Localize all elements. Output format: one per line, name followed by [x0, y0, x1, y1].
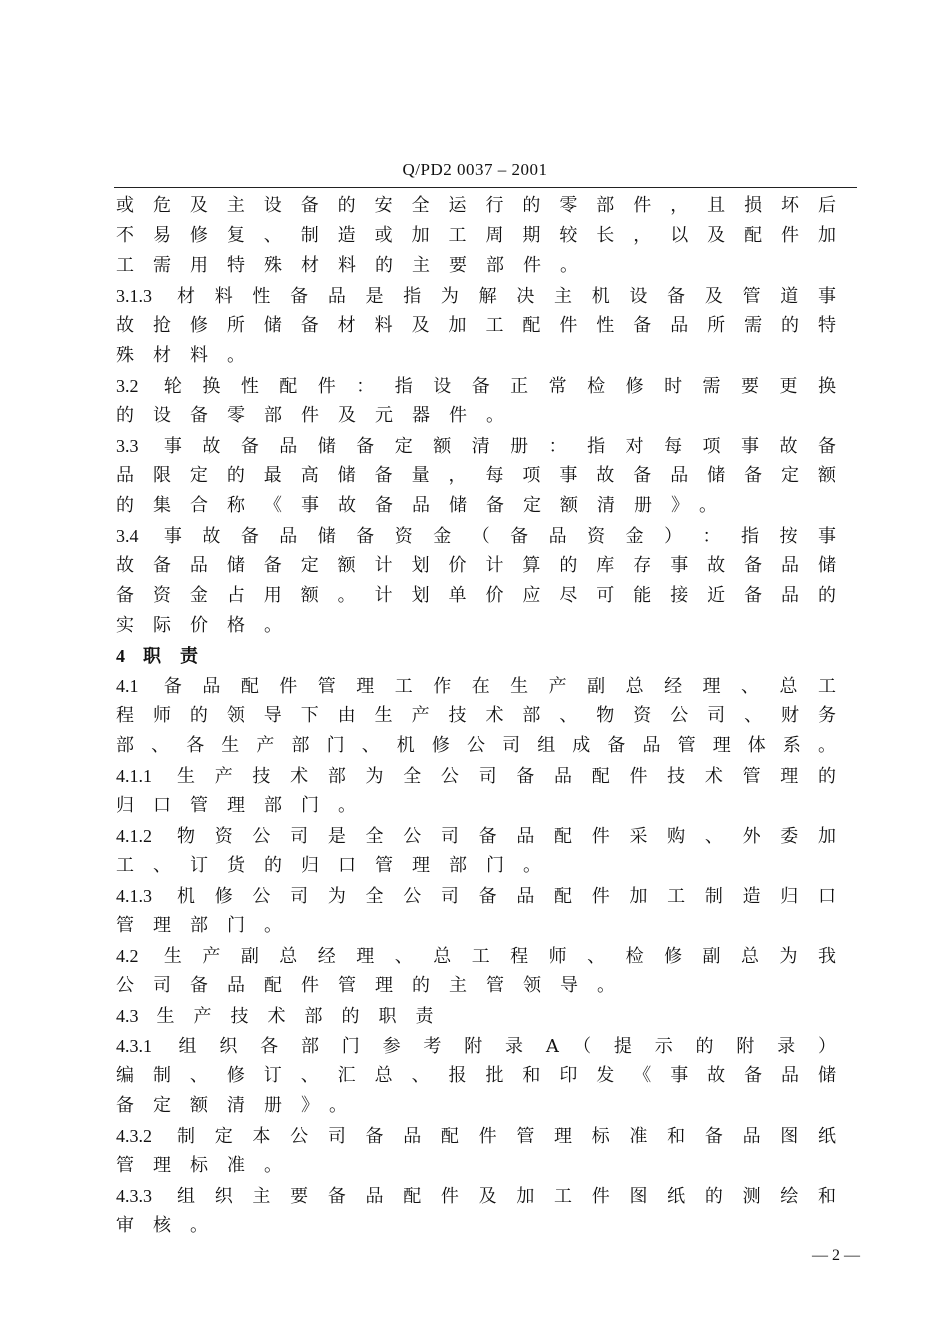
clause-number: 4.1 — [116, 676, 139, 696]
text-line — [116, 971, 836, 1001]
document-code-header: Q/PD2 0037 – 2001 — [402, 160, 548, 179]
text-line — [116, 791, 836, 821]
line-text: 职责 — [143, 646, 217, 667]
line-text: 材 料 性 备 品 是 指 为 解 决 主 机 设 备 及 管 道 事 — [170, 286, 836, 307]
line-text: 编 制 、 修 订 、 汇 总 、 报 批 和 印 发 《 事 故 备 品 储 — [116, 1065, 836, 1086]
page-number: — 2 — — [812, 1247, 860, 1264]
text-line — [116, 911, 836, 941]
line-text: 归口管理部门。 — [116, 795, 375, 816]
clause-number: 4.3.3 — [116, 1186, 152, 1206]
line-text: 工、订货的归口管理部门。 — [116, 855, 560, 876]
text-line — [116, 551, 836, 581]
text-line — [116, 341, 836, 371]
clause-number: 3.2 — [116, 376, 139, 396]
line-text: 生 产 副 总 经 理 、 总 工 程 师 、 检 修 副 总 为 我 — [156, 946, 836, 967]
text-line — [116, 491, 836, 521]
text-line — [116, 251, 836, 281]
clause-number: 4 — [116, 646, 125, 666]
line-text: 的集合称《事故备品储备定额清册》。 — [116, 495, 736, 516]
clause-number: 4.3 — [116, 1006, 139, 1026]
line-text: 备定额清册》。 — [116, 1095, 366, 1116]
document-body — [116, 191, 836, 1241]
line-text: 公司备品配件管理的主管领导。 — [116, 975, 634, 996]
text-line — [116, 851, 836, 881]
line-text: 备 资 金 占 用 额 。 计 划 单 价 应 尽 可 能 接 近 备 品 的 — [116, 585, 836, 606]
clause-number: 4.3.2 — [116, 1126, 152, 1146]
text-line — [116, 731, 836, 761]
text-line — [116, 761, 836, 791]
text-line — [116, 941, 836, 971]
line-text: 审核。 — [116, 1215, 227, 1236]
line-text: 的设备零部件及元器件。 — [116, 405, 523, 426]
line-text: 管理标准。 — [116, 1155, 301, 1176]
line-text: 制 定 本 公 司 备 品 配 件 管 理 标 准 和 备 品 图 纸 — [170, 1126, 836, 1147]
text-line — [116, 521, 836, 551]
text-line — [116, 281, 836, 311]
text-line — [116, 1091, 836, 1121]
line-text: 殊材料。 — [116, 345, 264, 366]
clause-number: 4.1.1 — [116, 766, 152, 786]
text-line — [116, 1061, 836, 1091]
text-line — [116, 641, 836, 671]
header-rule — [114, 187, 857, 188]
line-text: 管理部门。 — [116, 915, 301, 936]
line-text: 故 抢 修 所 储 备 材 料 及 加 工 配 件 性 备 品 所 需 的 特 — [116, 315, 836, 336]
line-text: 部 、 各 生 产 部 门 、 机 修 公 司 组 成 备 品 管 理 体 系 。 — [116, 735, 836, 756]
text-line — [116, 191, 836, 221]
line-text: 或 危 及 主 设 备 的 安 全 运 行 的 零 部 件 ， 且 损 坏 后 — [116, 195, 836, 216]
line-text: 轮 换 性 配 件 ： 指 设 备 正 常 检 修 时 需 要 更 换 — [156, 376, 836, 397]
text-line — [116, 1031, 836, 1061]
line-text: 事 故 备 品 储 备 定 额 清 册 ： 指 对 每 项 事 故 备 — [156, 436, 836, 457]
line-text: 机 修 公 司 为 全 公 司 备 品 配 件 加 工 制 造 归 口 — [170, 886, 836, 907]
text-line — [116, 431, 836, 461]
line-text: 生产技术部的职责 — [156, 1006, 453, 1027]
line-text: 品 限 定 的 最 高 储 备 量 ， 每 项 事 故 备 品 储 备 定 额 — [116, 465, 836, 486]
text-line — [116, 881, 836, 911]
line-text: 实际价格。 — [116, 615, 301, 636]
text-line — [116, 1151, 836, 1181]
line-text: 程 师 的 领 导 下 由 生 产 技 术 部 、 物 资 公 司 、 财 务 — [116, 705, 836, 726]
text-line — [116, 821, 836, 851]
clause-number: 4.3.1 — [116, 1036, 152, 1056]
text-line — [116, 311, 836, 341]
line-text: 事 故 备 品 储 备 资 金 （ 备 品 资 金 ） ： 指 按 事 — [156, 526, 836, 547]
line-text: 工需用特殊材料的主要部件。 — [116, 255, 597, 276]
clause-number: 4.1.2 — [116, 826, 152, 846]
clause-number: 4.2 — [116, 946, 139, 966]
clause-number: 3.3 — [116, 436, 139, 456]
line-text: 故 备 品 储 备 定 额 计 划 价 计 算 的 库 存 事 故 备 品 储 — [116, 555, 836, 576]
line-text: 组 织 各 部 门 参 考 附 录 A （ 提 示 的 附 录 ） — [170, 1036, 836, 1057]
text-line — [116, 1121, 836, 1151]
clause-number: 3.4 — [116, 526, 139, 546]
text-line — [116, 1211, 836, 1241]
text-line — [116, 461, 836, 491]
line-text: 不 易 修 复 、 制 造 或 加 工 周 期 较 长 ， 以 及 配 件 加 — [116, 225, 836, 246]
text-line — [116, 671, 836, 701]
text-line — [116, 221, 836, 251]
line-text: 生 产 技 术 部 为 全 公 司 备 品 配 件 技 术 管 理 的 — [170, 766, 836, 787]
text-line — [116, 581, 836, 611]
line-text: 物 资 公 司 是 全 公 司 备 品 配 件 采 购 、 外 委 加 — [170, 826, 836, 847]
text-line — [116, 1181, 836, 1211]
text-line — [116, 701, 836, 731]
text-line — [116, 611, 836, 641]
text-line — [116, 401, 836, 431]
text-line — [116, 371, 836, 401]
line-text: 备 品 配 件 管 理 工 作 在 生 产 副 总 经 理 、 总 工 — [156, 676, 836, 697]
clause-number: 4.1.3 — [116, 886, 152, 906]
line-text: 组 织 主 要 备 品 配 件 及 加 工 件 图 纸 的 测 绘 和 — [170, 1186, 836, 1207]
text-line — [116, 1001, 836, 1031]
clause-number: 3.1.3 — [116, 286, 152, 306]
